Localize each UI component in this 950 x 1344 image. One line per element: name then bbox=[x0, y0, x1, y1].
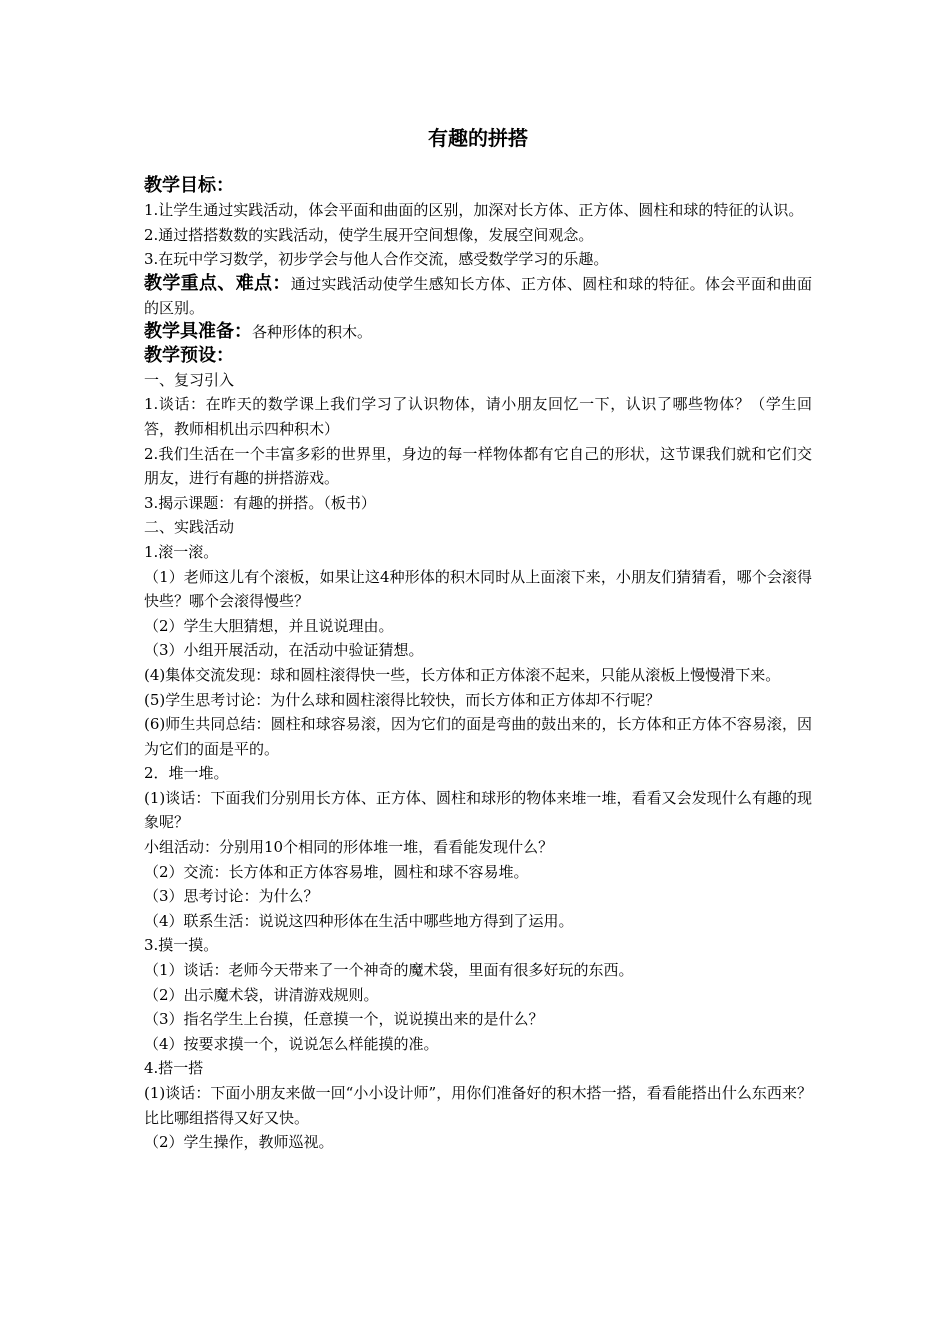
materials-text: 各种形体的积木。 bbox=[252, 322, 373, 341]
design-line: 2.我们生活在一个丰富多彩的世界里，身边的每一样物体都有它自己的形状，这节课我们就和它们交朋友，进行有趣的拼搭游戏。 bbox=[144, 444, 812, 488]
activity-heading: 2．堆一堆。 bbox=[144, 764, 229, 783]
objective-item: 3.在玩中学习数学，初步学会与他人合作交流，感受数学学习的乐趣。 bbox=[144, 250, 609, 269]
design-line: （4）联系生活：说说这四种形体在生活中哪些地方得到了运用。 bbox=[144, 911, 574, 930]
design-line: (4)集体交流发现：球和圆柱滚得快一些，长方体和正方体滚不起来，只能从滚板上慢慢滑下来。 bbox=[144, 665, 781, 684]
key-points-heading: 教学重点、难点： bbox=[144, 272, 291, 294]
key-points-text: 通过实践活动使学生感知长方体、正方体、圆柱和球的特征。体会平面和曲面的区别。 bbox=[144, 274, 812, 317]
design-line: (5)学生思考讨论：为什么球和圆柱滚得比较快，而长方体和正方体却不行呢？ bbox=[144, 690, 661, 709]
design-line: （1）谈话：老师今天带来了一个神奇的魔术袋，里面有很多好玩的东西。 bbox=[144, 961, 634, 980]
activity-heading: 3.摸一摸。 bbox=[144, 936, 219, 955]
design-line: (1)谈话：下面我们分别用长方体、正方体、圆柱和球形的物体来堆一堆，看看又会发现什么有趣的现象呢？ bbox=[144, 788, 812, 832]
design-line: （3）指名学生上台摸，任意摸一个，说说摸出来的是什么？ bbox=[144, 1010, 544, 1029]
key-points-paragraph bbox=[144, 272, 812, 320]
objective-item: 2.通过搭搭数数的实践活动，使学生展开空间想像，发展空间观念。 bbox=[144, 225, 594, 244]
design-line: 1.谈话：在昨天的数学课上我们学习了认识物体，请小朋友回忆一下，认识了哪些物体？（学生回答，教师相机出示四种积木） bbox=[144, 395, 812, 438]
document-page bbox=[144, 124, 812, 1155]
materials-paragraph bbox=[144, 320, 812, 344]
design-line: 小组活动：分别用10个相同的形体堆一堆，看看能发现什么？ bbox=[144, 838, 554, 857]
design-line: （2）交流：长方体和正方体容易堆，圆柱和球不容易堆。 bbox=[144, 862, 529, 881]
section-heading: 二、实践活动 bbox=[144, 518, 235, 537]
design-line: (6)师生共同总结：圆柱和球容易滚，因为它们的面是弯曲的鼓出来的，长方体和正方体不容易滚，因为它们的面是平的。 bbox=[144, 715, 812, 758]
design-line: （3）思考讨论：为什么？ bbox=[144, 887, 319, 906]
design-line: 3.揭示课题：有趣的拼搭。（板书） bbox=[144, 493, 376, 512]
objective-item: 1.让学生通过实践活动，体会平面和曲面的区别，加深对长方体、正方体、圆柱和球的特征的认识。 bbox=[144, 201, 804, 219]
design-line: （2）出示魔术袋，讲清游戏规则。 bbox=[144, 985, 379, 1004]
activity-heading: 4.搭一搭 bbox=[144, 1059, 204, 1078]
document-title: 有趣的拼搭 bbox=[428, 126, 528, 150]
activity-heading: 1.滚一滚。 bbox=[144, 542, 219, 561]
design-line: （1）老师这儿有个滚板，如果让这4种形体的积木同时从上面滚下来，小朋友们猜猜看，哪个会滚得快些？哪个会滚得慢些？ bbox=[144, 567, 812, 611]
design-line: （3）小组开展活动，在活动中验证猜想。 bbox=[144, 641, 424, 660]
materials-heading: 教学具准备： bbox=[144, 320, 252, 342]
design-heading: 教学预设： bbox=[144, 344, 234, 366]
objectives-heading: 教学目标： bbox=[144, 175, 234, 196]
design-line: （2）学生大胆猜想，并且说说理由。 bbox=[144, 616, 394, 635]
design-line: (1)谈话：下面小朋友来做一回“小小设计师”，用你们准备好的积木搭一搭，看看能搭出什么东西来？比比哪组搭得又好又快。 bbox=[144, 1084, 812, 1127]
design-line: （4）按要求摸一个，说说怎么样能摸的准。 bbox=[144, 1034, 439, 1053]
design-line: （2）学生操作，教师巡视。 bbox=[144, 1133, 334, 1152]
section-heading: 一、复习引入 bbox=[144, 370, 235, 389]
